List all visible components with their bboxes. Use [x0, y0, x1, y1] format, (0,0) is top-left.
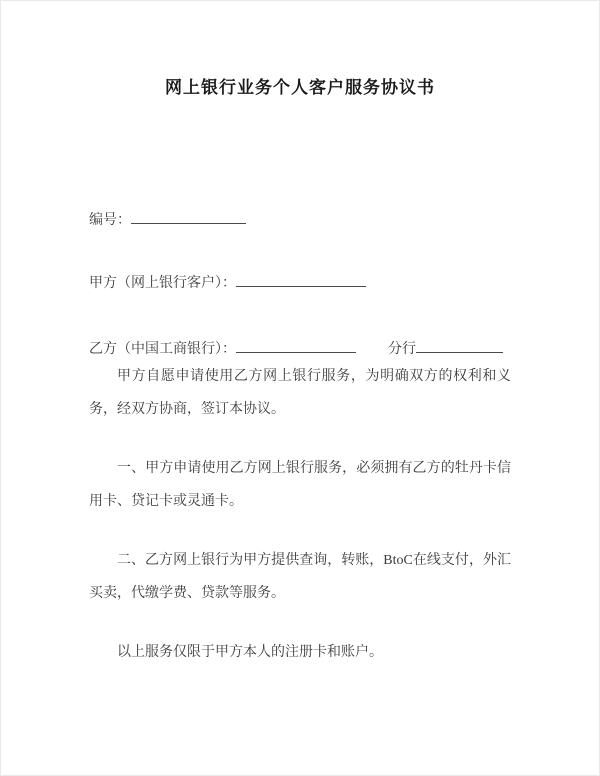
party-a-row: [89, 273, 511, 294]
party-a-blank-line: [236, 273, 366, 287]
clause-1-paragraph: 一、甲方申请使用乙方网上银行服务，必须拥有乙方的牡丹卡信用卡、贷记卡或灵通卡。: [89, 461, 511, 509]
number-row: [89, 210, 511, 231]
party-a-label: 甲方（网上银行客户）：: [89, 276, 236, 291]
closing-paragraph: 以上服务仅限于甲方本人的注册卡和账户。: [117, 645, 383, 660]
number-label: 编号：: [89, 213, 131, 228]
clause-2-paragraph: 二、乙方网上银行为甲方提供查询，转账，BtoC在线支付，外汇买卖，代缴学费、贷款等服务。: [89, 553, 511, 601]
party-b-row: [89, 339, 511, 360]
party-b-label: 乙方（中国工商银行）：: [89, 342, 236, 357]
intro-paragraph: 甲方自愿申请使用乙方网上银行服务，为明确双方的权利和义务，经双方协商，签订本协议。: [89, 369, 511, 417]
branch-label: 分行: [388, 342, 416, 357]
party-b-blank-line: [236, 339, 356, 353]
branch-blank-line: [416, 339, 503, 353]
number-blank-line: [131, 210, 246, 224]
document-title: 网上银行业务个人客户服务协议书: [165, 78, 435, 97]
